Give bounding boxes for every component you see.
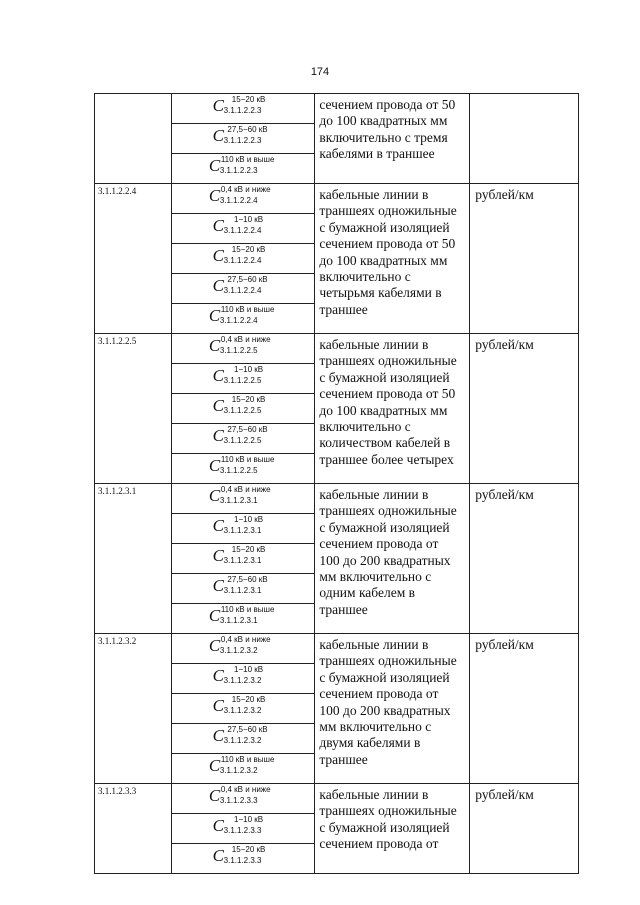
rate-symbol — [209, 754, 278, 778]
page-number: 174 — [310, 66, 330, 78]
item-code-cell: 3.1.1.2.3.2 — [95, 634, 172, 784]
rate-symbol — [213, 574, 275, 598]
rate-symbol-index: 3.1.1.2.2.4 — [223, 286, 262, 295]
rate-symbol-cell — [172, 124, 315, 154]
description-line: кабельные линии в — [319, 187, 429, 202]
unit-cell: рублей/км — [470, 484, 579, 634]
description-line: четырьмя кабелями в — [319, 285, 442, 301]
rate-symbol-letter: C — [212, 426, 224, 445]
rate-symbol-cell — [172, 94, 315, 124]
rate-symbol — [209, 784, 278, 808]
description-line: траншее — [319, 601, 368, 617]
rate-symbol-index: 3.1.1.2.2.4 — [223, 226, 262, 235]
rate-symbol-index: 3.1.1.2.3.3 — [223, 856, 262, 865]
description-line: кабельные линии в — [319, 337, 429, 352]
description-line: мм включительно с — [319, 719, 432, 735]
rate-symbol-index: 3.1.1.2.3.3 — [223, 826, 262, 835]
table-row — [95, 484, 579, 514]
rate-symbol-letter: C — [208, 156, 221, 175]
rate-symbol — [209, 604, 278, 628]
description-line: траншеях одножильные — [319, 653, 457, 669]
rate-symbol-voltage: 15−20 кВ — [231, 695, 266, 704]
rate-symbol-cell — [172, 844, 315, 874]
rate-symbol-letter: C — [212, 216, 224, 235]
rate-symbol-cell — [172, 334, 315, 364]
rate-symbol-voltage: 15−20 кВ — [231, 95, 266, 104]
description-line: мм включительно с — [319, 569, 432, 585]
tariff-table — [94, 93, 579, 874]
rate-symbol-index: 3.1.1.2.2.5 — [223, 436, 262, 445]
rate-symbol-index: 3.1.1.2.2.5 — [219, 346, 258, 355]
description-line: с бумажной изоляцией — [319, 219, 450, 235]
description-line: сечением провода от — [319, 836, 439, 852]
description-line: с бумажной изоляцией — [319, 669, 450, 685]
tariff-table-body — [95, 94, 579, 874]
rate-symbol-cell — [172, 274, 315, 304]
description-line: сечением провода от — [319, 536, 439, 552]
rate-symbol-index: 3.1.1.2.3.1 — [219, 616, 258, 625]
rate-symbol — [209, 304, 278, 328]
description-line: траншее — [319, 301, 368, 317]
rate-symbol — [209, 334, 278, 358]
rate-symbol-voltage: 110 кВ и выше — [220, 305, 275, 314]
rate-symbol-index: 3.1.1.2.2.5 — [223, 406, 262, 415]
rate-symbol-index: 3.1.1.2.2.3 — [219, 166, 258, 175]
description-line: до 100 квадратных мм — [319, 252, 448, 268]
unit-cell — [470, 94, 579, 184]
rate-symbol-letter: C — [212, 576, 224, 595]
description-line: двумя кабелями в — [319, 735, 421, 751]
description-line: сечением провода от 50 — [319, 386, 456, 402]
rate-symbol-letter: C — [208, 636, 221, 655]
rate-symbol — [213, 244, 275, 268]
description-line: до 100 квадратных мм — [319, 402, 448, 418]
rate-symbol-index: 3.1.1.2.3.1 — [223, 586, 262, 595]
rate-symbol-index: 3.1.1.2.3.2 — [219, 646, 258, 655]
rate-symbol-letter: C — [212, 696, 224, 715]
description-line: до 100 квадратных мм — [319, 113, 448, 129]
rate-symbol-voltage: 27,5−60 кВ — [227, 275, 268, 284]
rate-symbol-index: 3.1.1.2.2.4 — [223, 256, 262, 265]
rate-symbol-cell — [172, 544, 315, 574]
rate-symbol-voltage: 27,5−60 кВ — [227, 575, 268, 584]
rate-symbol-voltage: 15−20 кВ — [231, 245, 266, 254]
rate-symbol-cell — [172, 754, 315, 784]
description-line: кабельные линии в — [319, 787, 429, 802]
rate-symbol-voltage: 27,5−60 кВ — [227, 125, 268, 134]
description-line: 100 до 200 квадратных — [319, 552, 451, 568]
description-line: 100 до 200 квадратных — [319, 702, 451, 718]
rate-symbol — [213, 424, 275, 448]
rate-symbol-voltage: 27,5−60 кВ — [227, 425, 268, 434]
description-line: с бумажной изоляцией — [319, 369, 450, 385]
rate-symbol — [213, 394, 275, 418]
table-row — [95, 184, 579, 214]
rate-symbol-voltage: 1−10 кВ — [234, 215, 264, 224]
description-line: сечением провода от 50 — [319, 236, 456, 252]
description-cell — [315, 184, 470, 334]
rate-symbol-voltage: 110 кВ и выше — [220, 155, 275, 164]
description-line: включительно с — [319, 269, 411, 285]
rate-symbol-voltage: 0,4 кВ и ниже — [220, 485, 271, 494]
rate-symbol-cell — [172, 244, 315, 274]
description-line: траншеях одножильные — [319, 353, 457, 369]
rate-symbol-voltage: 15−20 кВ — [231, 545, 266, 554]
description-line: кабельные линии в — [319, 637, 429, 652]
rate-symbol-cell — [172, 574, 315, 604]
rate-symbol — [213, 94, 275, 118]
rate-symbol-letter: C — [208, 786, 221, 805]
rate-symbol-index: 3.1.1.2.3.1 — [223, 526, 262, 535]
rate-symbol-cell — [172, 634, 315, 664]
rate-symbol-voltage: 110 кВ и выше — [220, 755, 275, 764]
rate-symbol-cell — [172, 184, 315, 214]
description-line: одним кабелем в — [319, 585, 415, 601]
rate-symbol-cell — [172, 394, 315, 424]
description-cell — [315, 334, 470, 484]
rate-symbol-index: 3.1.1.2.3.1 — [223, 556, 262, 565]
rate-symbol-letter: C — [208, 186, 221, 205]
rate-symbol — [213, 814, 275, 838]
rate-symbol-voltage: 110 кВ и выше — [220, 605, 275, 614]
rate-symbol — [213, 214, 275, 238]
rate-symbol-cell — [172, 724, 315, 754]
description-line: сечением провода от 50 — [319, 97, 456, 112]
unit-cell: рублей/км — [470, 634, 579, 784]
rate-symbol — [213, 844, 275, 868]
rate-symbol — [213, 724, 275, 748]
rate-symbol-letter: C — [208, 456, 221, 475]
rate-symbol-index: 3.1.1.2.2.5 — [223, 376, 262, 385]
rate-symbol — [213, 694, 275, 718]
rate-symbol-letter: C — [212, 246, 224, 265]
rate-symbol-letter: C — [208, 306, 221, 325]
table-row — [95, 94, 579, 124]
rate-symbol-index: 3.1.1.2.2.3 — [223, 106, 262, 115]
rate-symbol-index: 3.1.1.2.3.1 — [219, 496, 258, 505]
description-line: сечением провода от — [319, 686, 439, 702]
rate-symbol — [209, 484, 278, 508]
rate-symbol — [213, 364, 275, 388]
rate-symbol-letter: C — [212, 666, 224, 685]
rate-symbol-cell — [172, 154, 315, 184]
rate-symbol-cell — [172, 304, 315, 334]
rate-symbol-voltage: 110 кВ и выше — [220, 455, 275, 464]
rate-symbol-letter: C — [212, 726, 224, 745]
rate-symbol-letter: C — [212, 516, 224, 535]
rate-symbol-voltage: 15−20 кВ — [231, 845, 266, 854]
rate-symbol — [209, 454, 278, 478]
rate-symbol-index: 3.1.1.2.3.3 — [219, 796, 258, 805]
description-line: траншеях одножильные — [319, 203, 457, 219]
table-row — [95, 784, 579, 814]
description-line: с бумажной изоляцией — [319, 819, 450, 835]
rate-symbol-cell — [172, 454, 315, 484]
rate-symbol-index: 3.1.1.2.3.2 — [223, 706, 262, 715]
rate-symbol-letter: C — [212, 846, 224, 865]
description-line: траншеях одножильные — [319, 803, 457, 819]
rate-symbol — [213, 544, 275, 568]
rate-symbol-letter: C — [212, 396, 224, 415]
unit-cell: рублей/км — [470, 784, 579, 874]
rate-symbol-cell — [172, 424, 315, 454]
rate-symbol-voltage: 0,4 кВ и ниже — [220, 635, 271, 644]
rate-symbol-letter: C — [212, 816, 224, 835]
rate-symbol-index: 3.1.1.2.2.4 — [219, 316, 258, 325]
item-code-cell: 3.1.1.2.2.4 — [95, 184, 172, 334]
rate-symbol-cell — [172, 814, 315, 844]
rate-symbol-voltage: 1−10 кВ — [234, 515, 264, 524]
table-row — [95, 634, 579, 664]
rate-symbol-letter: C — [212, 126, 224, 145]
table-row — [95, 334, 579, 364]
unit-cell: рублей/км — [470, 334, 579, 484]
rate-symbol-letter: C — [212, 96, 224, 115]
item-code-cell — [95, 94, 172, 184]
description-line: с бумажной изоляцией — [319, 519, 450, 535]
item-code-cell: 3.1.1.2.2.5 — [95, 334, 172, 484]
description-cell — [315, 634, 470, 784]
description-line: включительно с тремя — [319, 129, 448, 145]
rate-symbol-index: 3.1.1.2.3.2 — [219, 766, 258, 775]
item-code-cell: 3.1.1.2.3.3 — [95, 784, 172, 874]
description-line: кабельные линии в — [319, 487, 429, 502]
rate-symbol-voltage: 0,4 кВ и ниже — [220, 335, 271, 344]
description-line: включительно с — [319, 419, 411, 435]
rate-symbol-cell — [172, 214, 315, 244]
rate-symbol-letter: C — [208, 606, 221, 625]
rate-symbol-cell — [172, 484, 315, 514]
description-cell — [315, 484, 470, 634]
description-line: траншеях одножильные — [319, 503, 457, 519]
rate-symbol-index: 3.1.1.2.2.4 — [219, 196, 258, 205]
description-line: траншее — [319, 751, 368, 767]
rate-symbol-index: 3.1.1.2.3.2 — [223, 676, 262, 685]
rate-symbol-voltage: 1−10 кВ — [234, 815, 264, 824]
rate-symbol — [213, 124, 275, 148]
rate-symbol — [213, 664, 275, 688]
rate-symbol-letter: C — [212, 276, 224, 295]
item-code-cell: 3.1.1.2.3.1 — [95, 484, 172, 634]
rate-symbol-voltage: 0,4 кВ и ниже — [220, 785, 271, 794]
rate-symbol — [209, 154, 278, 178]
rate-symbol-voltage: 27,5−60 кВ — [227, 725, 268, 734]
description-line: траншее более четырех — [319, 451, 454, 467]
rate-symbol — [213, 514, 275, 538]
rate-symbol — [213, 274, 275, 298]
rate-symbol-letter: C — [208, 336, 221, 355]
rate-symbol-voltage: 1−10 кВ — [234, 365, 264, 374]
rate-symbol-cell — [172, 364, 315, 394]
unit-cell: рублей/км — [470, 184, 579, 334]
rate-symbol-index: 3.1.1.2.2.5 — [219, 466, 258, 475]
description-cell — [315, 784, 470, 874]
rate-symbol-cell — [172, 664, 315, 694]
rate-symbol-cell — [172, 784, 315, 814]
rate-symbol-index: 3.1.1.2.3.2 — [223, 736, 262, 745]
description-cell — [315, 94, 470, 184]
rate-symbol-voltage: 1−10 кВ — [234, 665, 264, 674]
rate-symbol-index: 3.1.1.2.2.3 — [223, 136, 262, 145]
rate-symbol-voltage: 0,4 кВ и ниже — [220, 185, 271, 194]
rate-symbol-letter: C — [212, 366, 224, 385]
rate-symbol — [209, 634, 278, 658]
rate-symbol-letter: C — [212, 546, 224, 565]
rate-symbol — [209, 184, 278, 208]
rate-symbol-voltage: 15−20 кВ — [231, 395, 266, 404]
rate-symbol-letter: C — [208, 486, 221, 505]
rate-symbol-cell — [172, 694, 315, 724]
description-line: кабелями в траншее — [319, 146, 435, 162]
description-line: количеством кабелей в — [319, 435, 451, 451]
rate-symbol-letter: C — [208, 756, 221, 775]
rate-symbol-cell — [172, 514, 315, 544]
rate-symbol-cell — [172, 604, 315, 634]
